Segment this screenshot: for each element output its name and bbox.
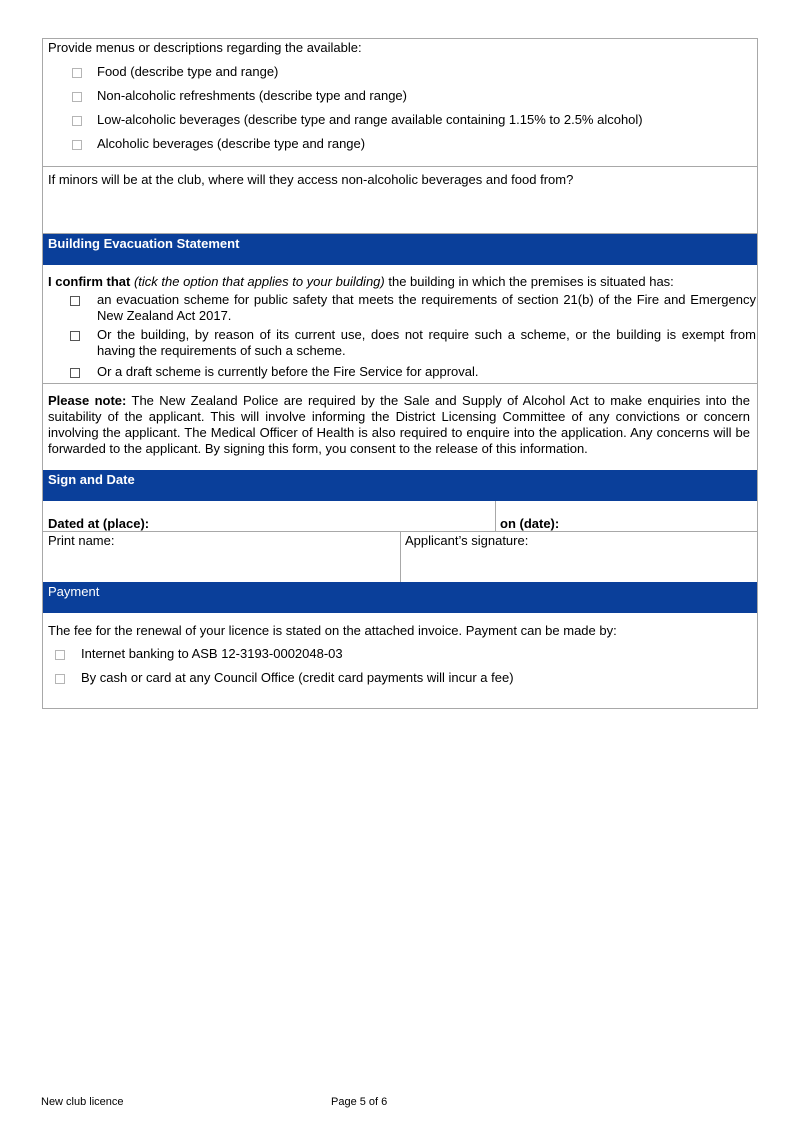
checkbox[interactable]	[55, 674, 65, 684]
dated-at-field[interactable]: Dated at (place):	[48, 516, 150, 531]
checkbox[interactable]	[70, 296, 80, 306]
menu-option-alcoholic[interactable]: Alcoholic beverages (describe type and range)	[72, 136, 365, 152]
print-name-field[interactable]: Print name:	[48, 533, 115, 548]
please-note-text: Please note: The New Zealand Police are required by the Sale and Supply of Alcohol Act to make enquiries into the suitability of the applicant. This will involve informing the District Licensing Committee of any convictions or concern involving the applicant. The Medical Officer of Health is also required to enquire into the application. Any concerns will be forwarded to the applicant. By signing this form, you consent to the release of this information.	[48, 393, 750, 456]
checkbox[interactable]	[55, 650, 65, 660]
building-option-evacuation-scheme[interactable]: an evacuation scheme for public safety that meets the requirements of section 21(b) of the Fire and Emergency New Zealand Act 2017.	[70, 292, 756, 324]
section-heading: Sign and Date	[48, 472, 135, 487]
menu-option-non-alcoholic[interactable]: Non-alcoholic refreshments (describe type and range)	[72, 88, 407, 104]
name-signature-row	[43, 532, 757, 582]
please-note-section	[43, 384, 757, 470]
checkbox[interactable]	[70, 331, 80, 341]
section-heading: Building Evacuation Statement	[48, 236, 240, 251]
building-option-draft-scheme[interactable]: Or a draft scheme is currently before the Fire Service for approval.	[70, 364, 756, 380]
footer-page-number: Page 5 of 6	[331, 1096, 388, 1108]
menus-prompt: Provide menus or descriptions regarding the available:	[48, 40, 362, 55]
payment-intro: The fee for the renewal of your licence is stated on the attached invoice. Payment can be made by:	[48, 623, 617, 638]
divider	[400, 532, 401, 582]
on-date-field[interactable]: on (date):	[500, 516, 560, 531]
dated-row	[43, 501, 757, 532]
section-heading: Payment	[48, 584, 100, 599]
divider	[495, 501, 496, 531]
confirm-statement: I confirm that (tick the option that applies to your building) the building in which the premises is situated has:	[48, 274, 674, 289]
building-option-exempt[interactable]: Or the building, by reason of its current use, does not require such a scheme, or the building is exempt from having the requirements of such a scheme.	[70, 327, 756, 359]
menu-option-food[interactable]: Food (describe type and range)	[72, 64, 278, 80]
footer-document-name: New club licence	[41, 1096, 124, 1108]
building-evacuation-section	[43, 265, 757, 384]
sign-and-date-header	[43, 470, 757, 501]
checkbox[interactable]	[72, 68, 82, 78]
applicant-signature-field[interactable]: Applicant’s signature:	[405, 533, 529, 548]
checkbox[interactable]	[72, 116, 82, 126]
checkbox[interactable]	[72, 92, 82, 102]
minors-question: If minors will be at the club, where will they access non-alcoholic beverages and food from?	[48, 172, 574, 187]
building-evacuation-header	[43, 234, 757, 265]
menu-option-low-alcoholic[interactable]: Low-alcoholic beverages (describe type and range available containing 1.15% to 2.5% alcohol)	[72, 112, 643, 128]
minors-section[interactable]	[43, 167, 757, 234]
menus-section	[43, 39, 757, 167]
payment-option-internet-banking[interactable]: Internet banking to ASB 12-3193-0002048-03	[55, 646, 343, 662]
payment-header	[43, 582, 757, 613]
payment-section	[43, 613, 757, 708]
payment-option-cash-card[interactable]: By cash or card at any Council Office (credit card payments will incur a fee)	[55, 670, 514, 686]
checkbox[interactable]	[72, 140, 82, 150]
checkbox[interactable]	[70, 368, 80, 378]
application-form	[42, 38, 758, 709]
